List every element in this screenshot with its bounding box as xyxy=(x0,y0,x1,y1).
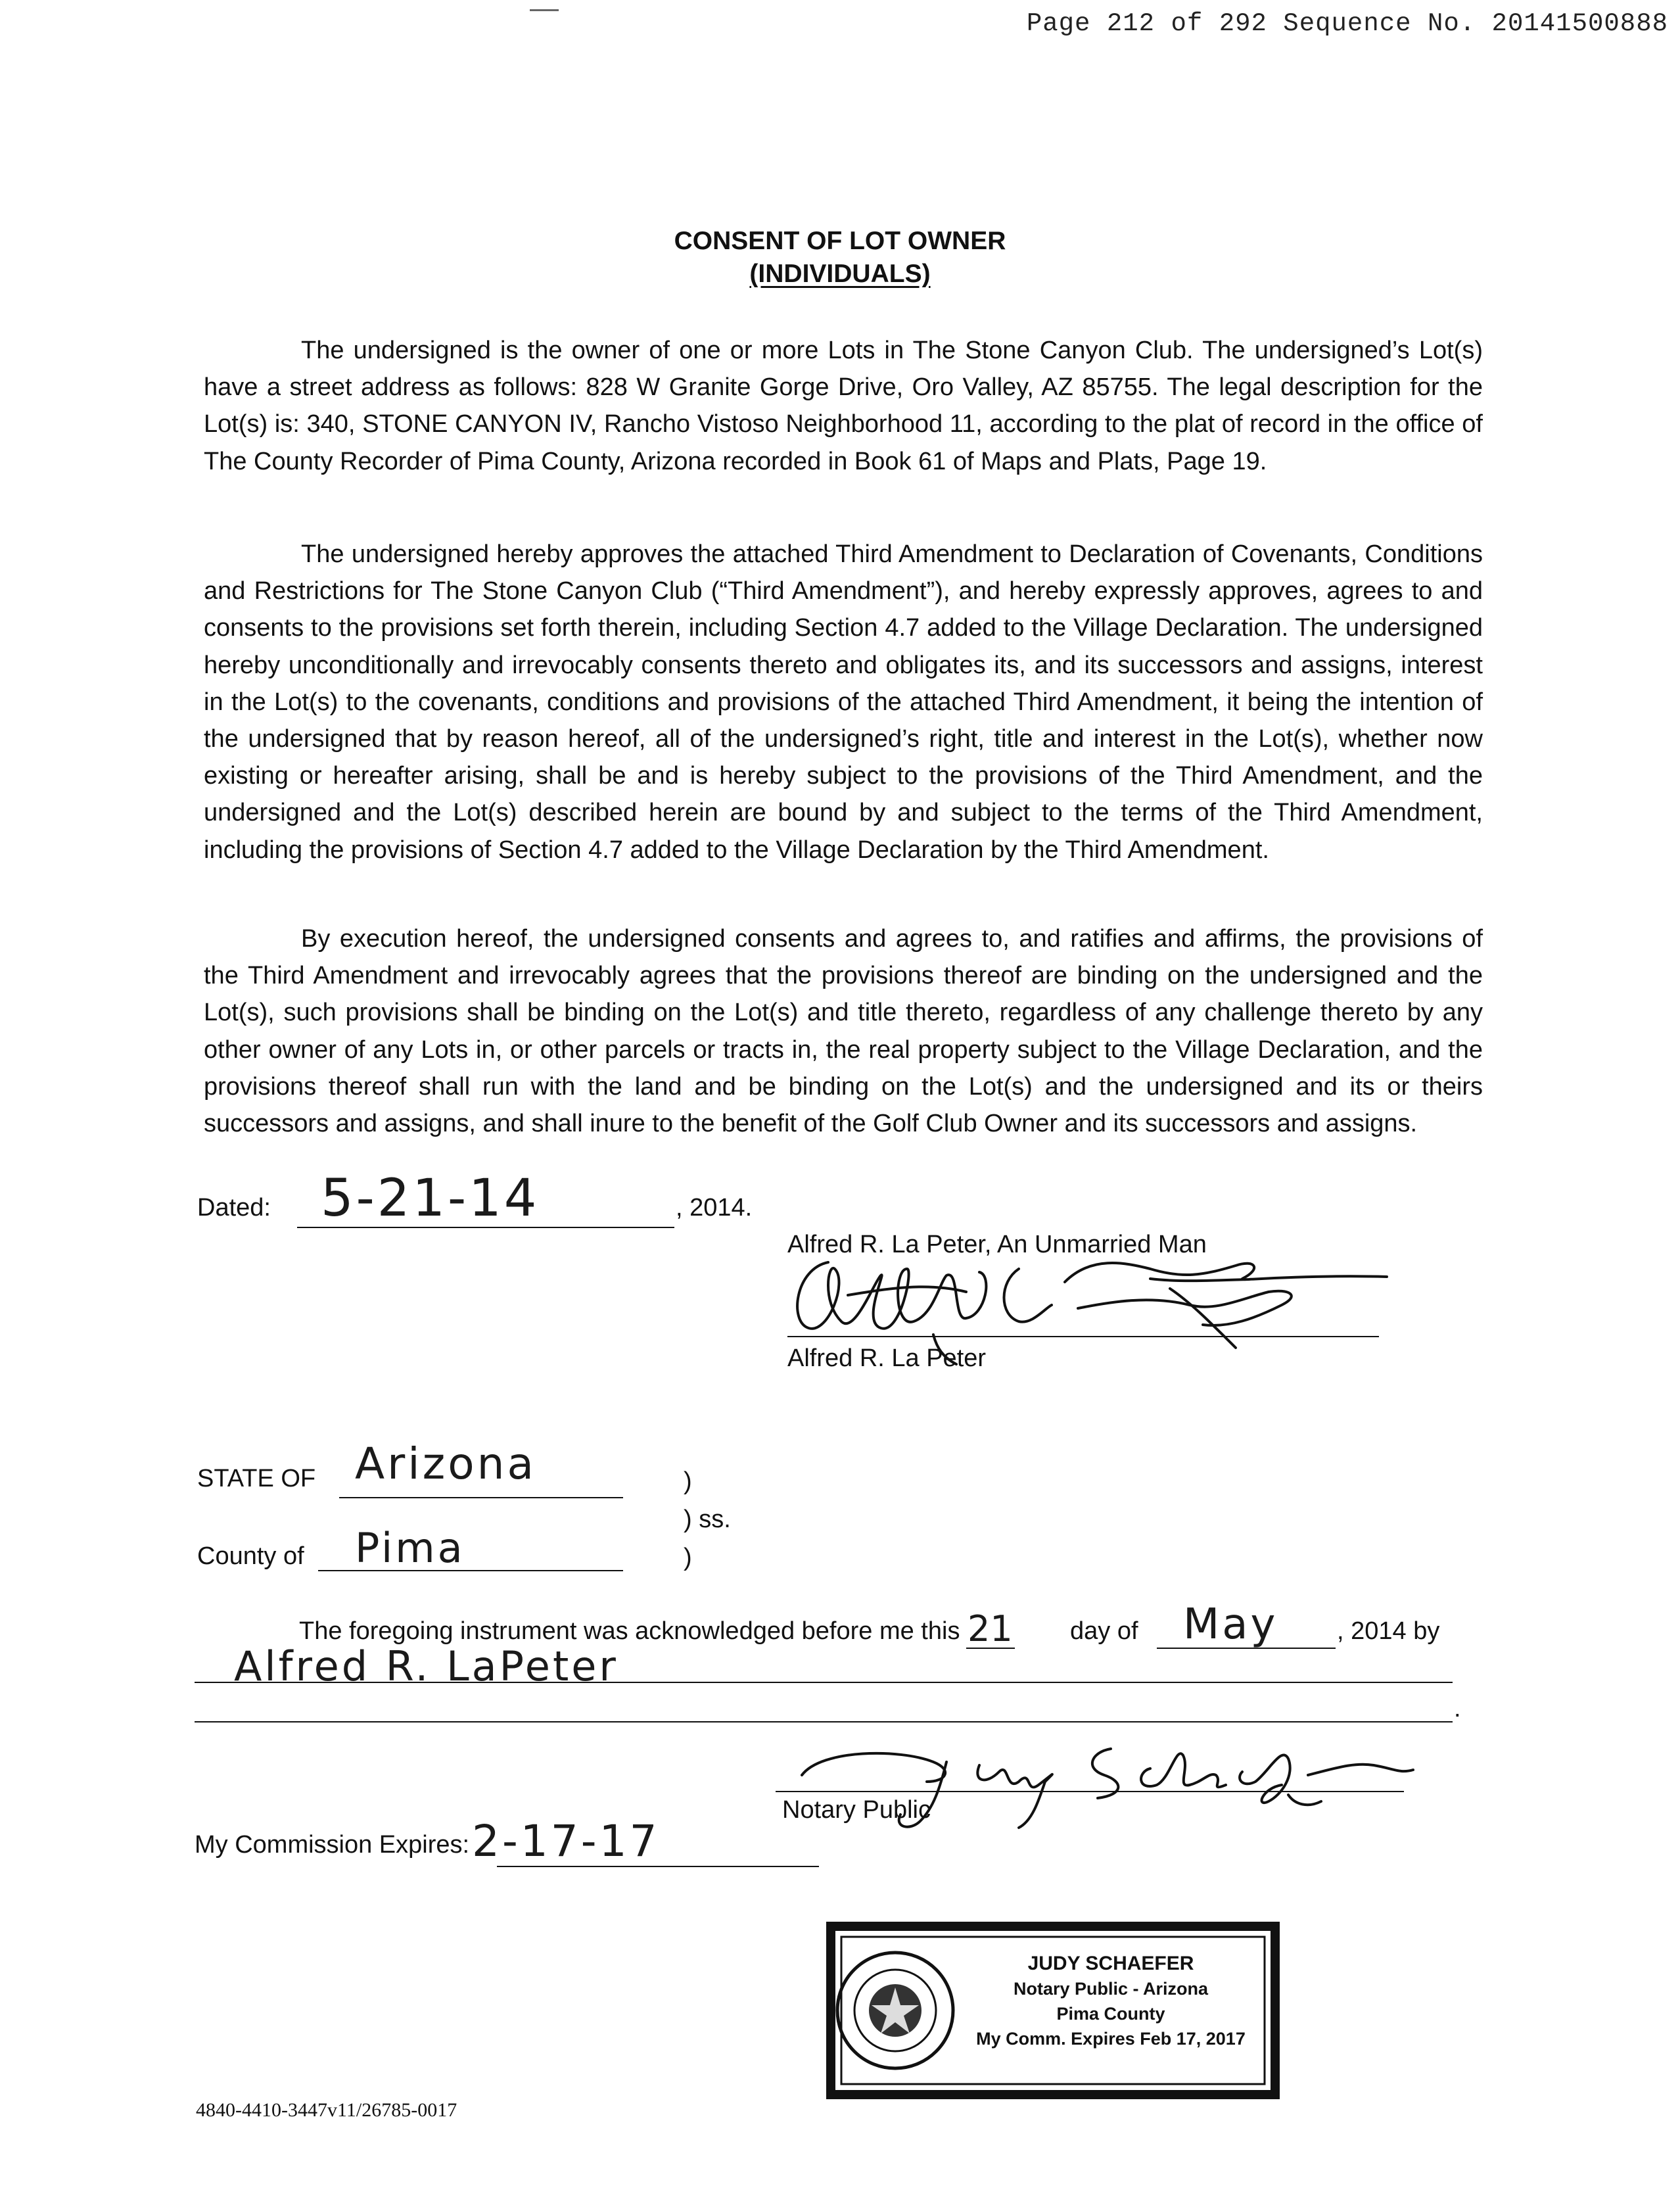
document-code: 4840-4410-3447v11/26785-0017 xyxy=(196,2099,457,2121)
paren-bottom: ) xyxy=(684,1544,692,1571)
owner-name-description: Alfred R. La Peter, An Unmarried Man xyxy=(787,1231,1207,1258)
dated-year: , 2014. xyxy=(676,1194,753,1222)
state-label: STATE OF xyxy=(197,1465,316,1492)
owner-printed-name: Alfred R. La Peter xyxy=(787,1344,987,1372)
ack-day-of: day of xyxy=(1070,1617,1138,1645)
ack-day: 21 xyxy=(968,1608,1013,1650)
ack-day-underline xyxy=(966,1648,1015,1649)
notary-public-label: Notary Public xyxy=(782,1796,931,1824)
document-subtitle-text: (INDIVIDUALS) xyxy=(749,260,931,288)
ack-person: Alfred R. LaPeter xyxy=(234,1642,618,1690)
document-subtitle xyxy=(0,260,1680,289)
county-underline xyxy=(318,1570,623,1571)
commission-underline xyxy=(497,1866,819,1867)
paragraph-approval: The undersigned hereby approves the attached Third Amendment to Declaration of Covenants, Conditions and Restrictions for The Stone Canyon Club (“Third Amendment”), and hereby expressly approves, agrees to and consents to the provisions set forth therein, including Section 4.7 added to the Village Declaration. The undersigned hereby unconditionally and irrevocably consents thereto and obligates its, and its successors and assigns, interest in the Lot(s) to the covenants, conditions and provisions of the attached Third Amendment, it being the intention of the undersigned that by reason hereof, all of the undersigned’s right, title and interest in the Lot(s), whether now existing or hereafter arising, shall be and is hereby subject to the provisions of the Third Amendment, and the undersigned and the Lot(s) described herein are bound by and subject to the terms of the Third Amendment, including the provisions of Section 4.7 added to the Village Declaration by the Third Amendment. xyxy=(204,540,1483,864)
ack-month-underline xyxy=(1157,1648,1336,1649)
county-value: Pima xyxy=(355,1524,465,1572)
ack-person-underline xyxy=(195,1682,1453,1683)
notary-signature-line xyxy=(776,1791,1404,1792)
ack-year: , 2014 by xyxy=(1337,1617,1440,1645)
ack-trailing-period: . xyxy=(1454,1695,1461,1722)
state-underline xyxy=(339,1497,623,1498)
ack-text: The foregoing instrument was acknowledged before me this xyxy=(299,1617,960,1645)
state-value: Arizona xyxy=(355,1438,536,1489)
commission-value: 2-17-17 xyxy=(472,1816,660,1866)
ack-month: May xyxy=(1183,1600,1278,1649)
page-sequence-header: Page 212 of 292 Sequence No. 20141500888 xyxy=(1026,9,1668,38)
commission-label: My Commission Expires: xyxy=(195,1831,470,1859)
document-title: CONSENT OF LOT OWNER xyxy=(674,227,1006,255)
seal-title: Notary Public - Arizona xyxy=(1013,1979,1209,1999)
handwritten-date: 5-21-14 xyxy=(321,1169,540,1228)
dated-label: Dated: xyxy=(197,1194,271,1222)
ack-blank-line xyxy=(195,1721,1453,1722)
paren-top: ) xyxy=(684,1467,692,1495)
top-mark xyxy=(530,9,559,11)
county-label: County of xyxy=(197,1542,304,1570)
owner-signature-line xyxy=(787,1336,1379,1337)
paragraph-execution: By execution hereof, the undersigned consents and agrees to, and ratifies and affirms, the provisions of the Third Amendment and irrevocably agrees that the provisions thereof are binding on the undersigned and the Lot(s), such provisions shall be binding on the Lot(s) and title thereto, regardless of any challenge thereto by any other owner of any Lots in, or other parcels or tracts in, the real property subject to the Village Declaration, and the provisions thereof shall run with the land and be binding on the Lot(s) and the undersigned and its or theirs successors and assigns, and shall inure to the benefit of the Golf Club Owner and its successors and assigns. xyxy=(204,925,1483,1138)
seal-name: JUDY SCHAEFER xyxy=(1027,1953,1194,1974)
seal-expires: My Comm. Expires Feb 17, 2017 xyxy=(976,2029,1246,2049)
seal-county: Pima County xyxy=(1056,2004,1165,2024)
paragraph-ownership: The undersigned is the owner of one or more Lots in The Stone Canyon Club. The undersigned’s Lot(s) have a street address as follows: 828 W Granite Gorge Drive, Oro Valley, AZ 85755. The legal description for the Lot(s) is: 340, STONE CANYON IV, Rancho Vistoso Neighborhood 11, according to the plat of record in the office of The County Recorder of Pima County, Arizona recorded in Book 61 of Maps and Plats, Page 19. xyxy=(204,337,1483,475)
ss-label: ) ss. xyxy=(684,1506,731,1533)
